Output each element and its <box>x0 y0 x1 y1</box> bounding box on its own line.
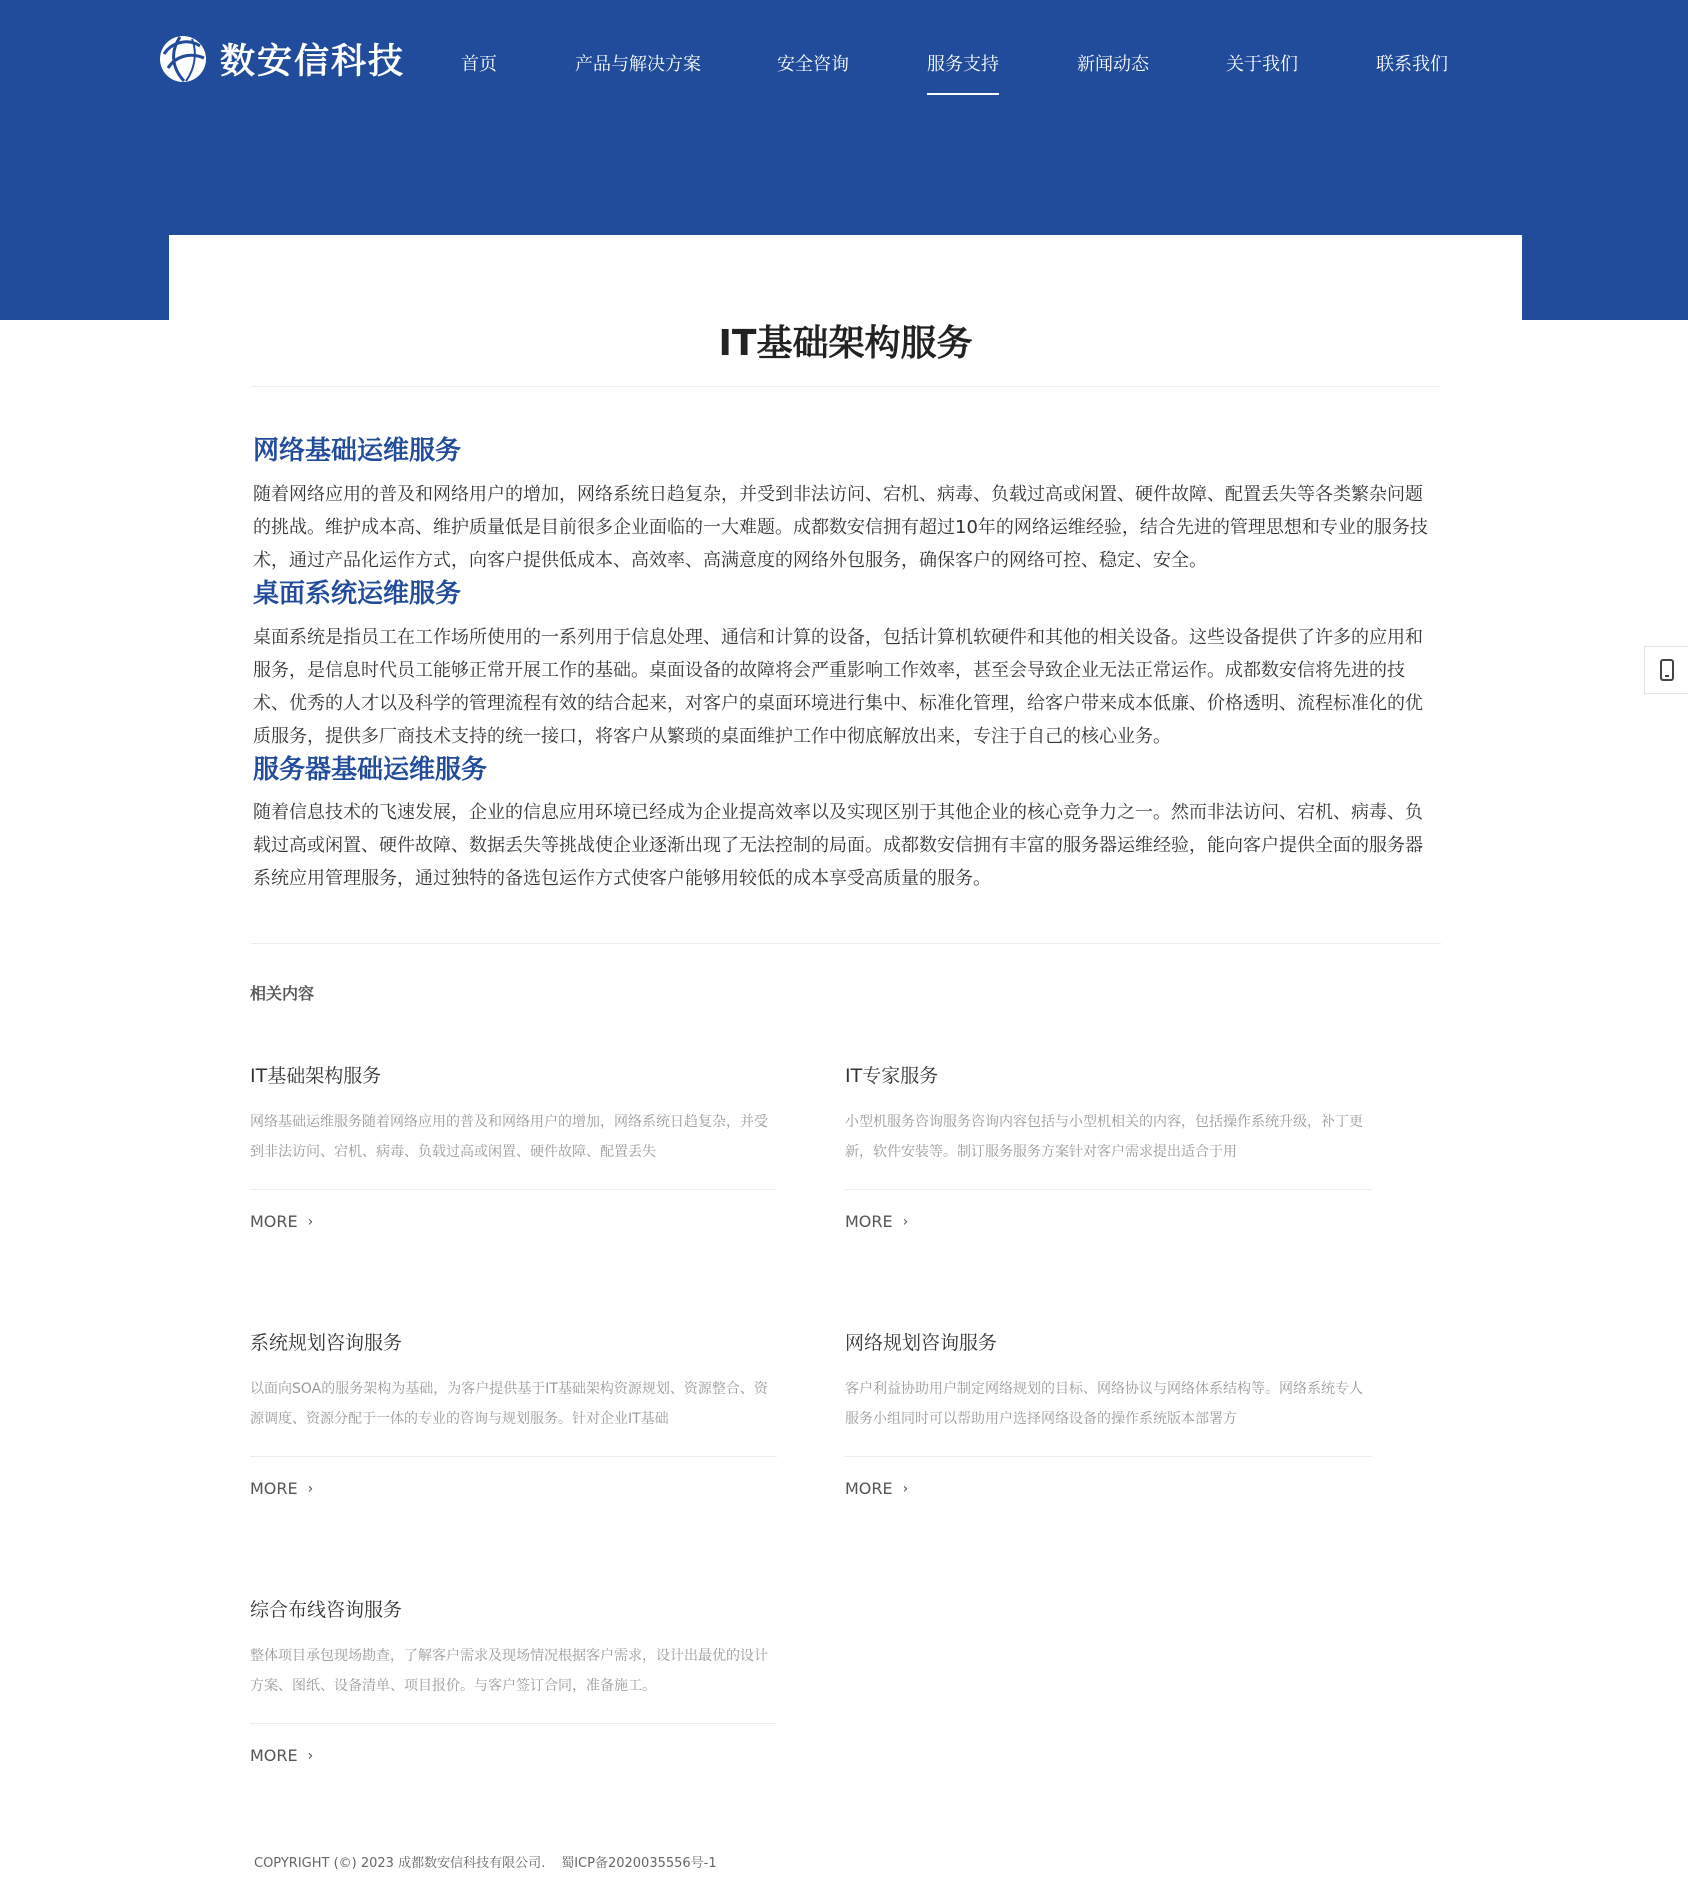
related-item-divider <box>845 1189 1372 1190</box>
related-item-desc: 小型机服务咨询服务咨询内容包括与小型机相关的内容，包括操作系统升级，补丁更新，软件安装等。制订服务服务方案针对客户需求提出适合于用 <box>845 1114 1363 1160</box>
related-item-desc: 客户利益协助用户制定网络规划的目标、网络协议与网络体系结构等。网络系统专人服务小组同时可以帮助用户选择网络设备的操作系统版本部署方 <box>845 1381 1363 1427</box>
related-item-title[interactable]: 网络规划咨询服务 <box>845 1332 998 1354</box>
content-card <box>169 235 1522 1885</box>
footer <box>254 1852 717 1871</box>
chevron-right-icon: › <box>902 1213 909 1230</box>
title-divider <box>251 386 1441 387</box>
more-link[interactable] <box>845 1479 908 1498</box>
nav-item-products[interactable]: 产品与解决方案 <box>575 54 701 75</box>
more-label: MORE <box>250 1746 298 1765</box>
related-item-desc: 整体项目承包现场勘查，了解客户需求及现场情况根据客户需求，设计出最优的设计方案、图纸、设备清单、项目报价。与客户签订合同，准备施工。 <box>250 1648 768 1694</box>
chevron-right-icon: › <box>307 1213 314 1230</box>
related-item-title[interactable]: 系统规划咨询服务 <box>250 1332 403 1354</box>
related-item <box>250 1595 777 1765</box>
related-item <box>250 1328 777 1498</box>
section-heading: 服务器基础运维服务 <box>253 755 488 785</box>
footer-icp-link[interactable]: 蜀ICP备2020035556号-1 <box>561 1856 717 1871</box>
related-item-title[interactable]: 综合布线咨询服务 <box>250 1599 403 1621</box>
related-heading: 相关内容 <box>250 984 315 1003</box>
related-item-title[interactable]: IT专家服务 <box>845 1065 939 1087</box>
more-label: MORE <box>250 1479 298 1498</box>
more-link[interactable] <box>845 1212 908 1231</box>
nav-item-news[interactable]: 新闻动态 <box>1077 54 1149 75</box>
section-body: 桌面系统是指员工在工作场所使用的一系列用于信息处理、通信和计算的设备，包括计算机软硬件和其他的相关设备。这些设备提供了许多的应用和服务，是信息时代员工能够正常开展工作的基础。桌面设备的故障将会严重影响工作效率，甚至会导致企业无法正常运作。成都数安信将先进的技术、优秀的人才以及科学的管理流程有效的结合起来，对客户的桌面环境进行集中、标准化管理，给客户带来成本低廉、价格透明、流程标准化的优质服务，提供多厂商技术支持的统一接口，将客户从繁琐的桌面维护工作中彻底解放出来，专注于自己的核心业务。 <box>253 627 1423 747</box>
chevron-right-icon: › <box>902 1480 909 1497</box>
related-item-divider <box>250 1189 777 1190</box>
section-body: 随着网络应用的普及和网络用户的增加，网络系统日趋复杂，并受到非法访问、宕机、病毒、负载过高或闲置、硬件故障、配置丢失等各类繁杂问题的挑战。维护成本高、维护质量低是目前很多企业面临的一大难题。成都数安信拥有超过10年的网络运维经验，结合先进的管理思想和专业的服务技术，通过产品化运作方式，向客户提供低成本、高效率、高满意度的网络外包服务，确保客户的网络可控、稳定、安全。 <box>253 484 1428 571</box>
chevron-right-icon: › <box>307 1747 314 1764</box>
mobile-qr-button[interactable] <box>1644 646 1688 694</box>
section-heading: 桌面系统运维服务 <box>253 579 462 609</box>
section-heading: 网络基础运维服务 <box>253 436 462 466</box>
footer-copyright: COPYRIGHT (©) 2023 成都数安信科技有限公司. <box>254 1856 546 1871</box>
related-item <box>845 1061 1372 1231</box>
related-item <box>845 1328 1372 1498</box>
brand-name: 数安信科技 <box>220 42 406 82</box>
related-item-divider <box>845 1456 1372 1457</box>
related-item-desc: 网络基础运维服务随着网络应用的普及和网络用户的增加，网络系统日趋复杂，并受到非法访问、宕机、病毒、负载过高或闲置、硬件故障、配置丢失 <box>250 1114 768 1160</box>
page-title: IT基础架构服务 <box>718 323 973 364</box>
related-item-divider <box>250 1456 777 1457</box>
mobile-phone-icon <box>1660 659 1674 681</box>
main-nav <box>0 0 1688 120</box>
more-label: MORE <box>845 1212 893 1231</box>
content-divider <box>251 943 1441 944</box>
section-body: 随着信息技术的飞速发展，企业的信息应用环境已经成为企业提高效率以及实现区别于其他企业的核心竞争力之一。然而非法访问、宕机、病毒、负载过高或闲置、硬件故障、数据丢失等挑战使企业逐渐出现了无法控制的局面。成都数安信拥有丰富的服务器运维经验，能向客户提供全面的服务器系统应用管理服务，通过独特的备选包运作方式使客户能够用较低的成本享受高质量的服务。 <box>253 802 1423 889</box>
related-item-title[interactable]: IT基础架构服务 <box>250 1065 382 1087</box>
more-link[interactable] <box>250 1479 313 1498</box>
nav-item-home[interactable]: 首页 <box>461 54 497 75</box>
nav-item-about[interactable]: 关于我们 <box>1226 54 1298 75</box>
related-item-divider <box>250 1723 777 1724</box>
more-link[interactable] <box>250 1746 313 1765</box>
more-link[interactable] <box>250 1212 313 1231</box>
related-item <box>250 1061 777 1231</box>
nav-item-security-consulting[interactable]: 安全咨询 <box>777 54 849 75</box>
nav-item-service-support[interactable]: 服务支持 <box>927 50 999 76</box>
chevron-right-icon: › <box>307 1480 314 1497</box>
more-label: MORE <box>845 1479 893 1498</box>
more-label: MORE <box>250 1212 298 1231</box>
related-item-desc: 以面向SOA的服务架构为基础，为客户提供基于IT基础架构资源规划、资源整合、资源调度、资源分配于一体的专业的咨询与规划服务。针对企业IT基础 <box>250 1381 768 1427</box>
nav-item-contact[interactable]: 联系我们 <box>1376 54 1448 75</box>
